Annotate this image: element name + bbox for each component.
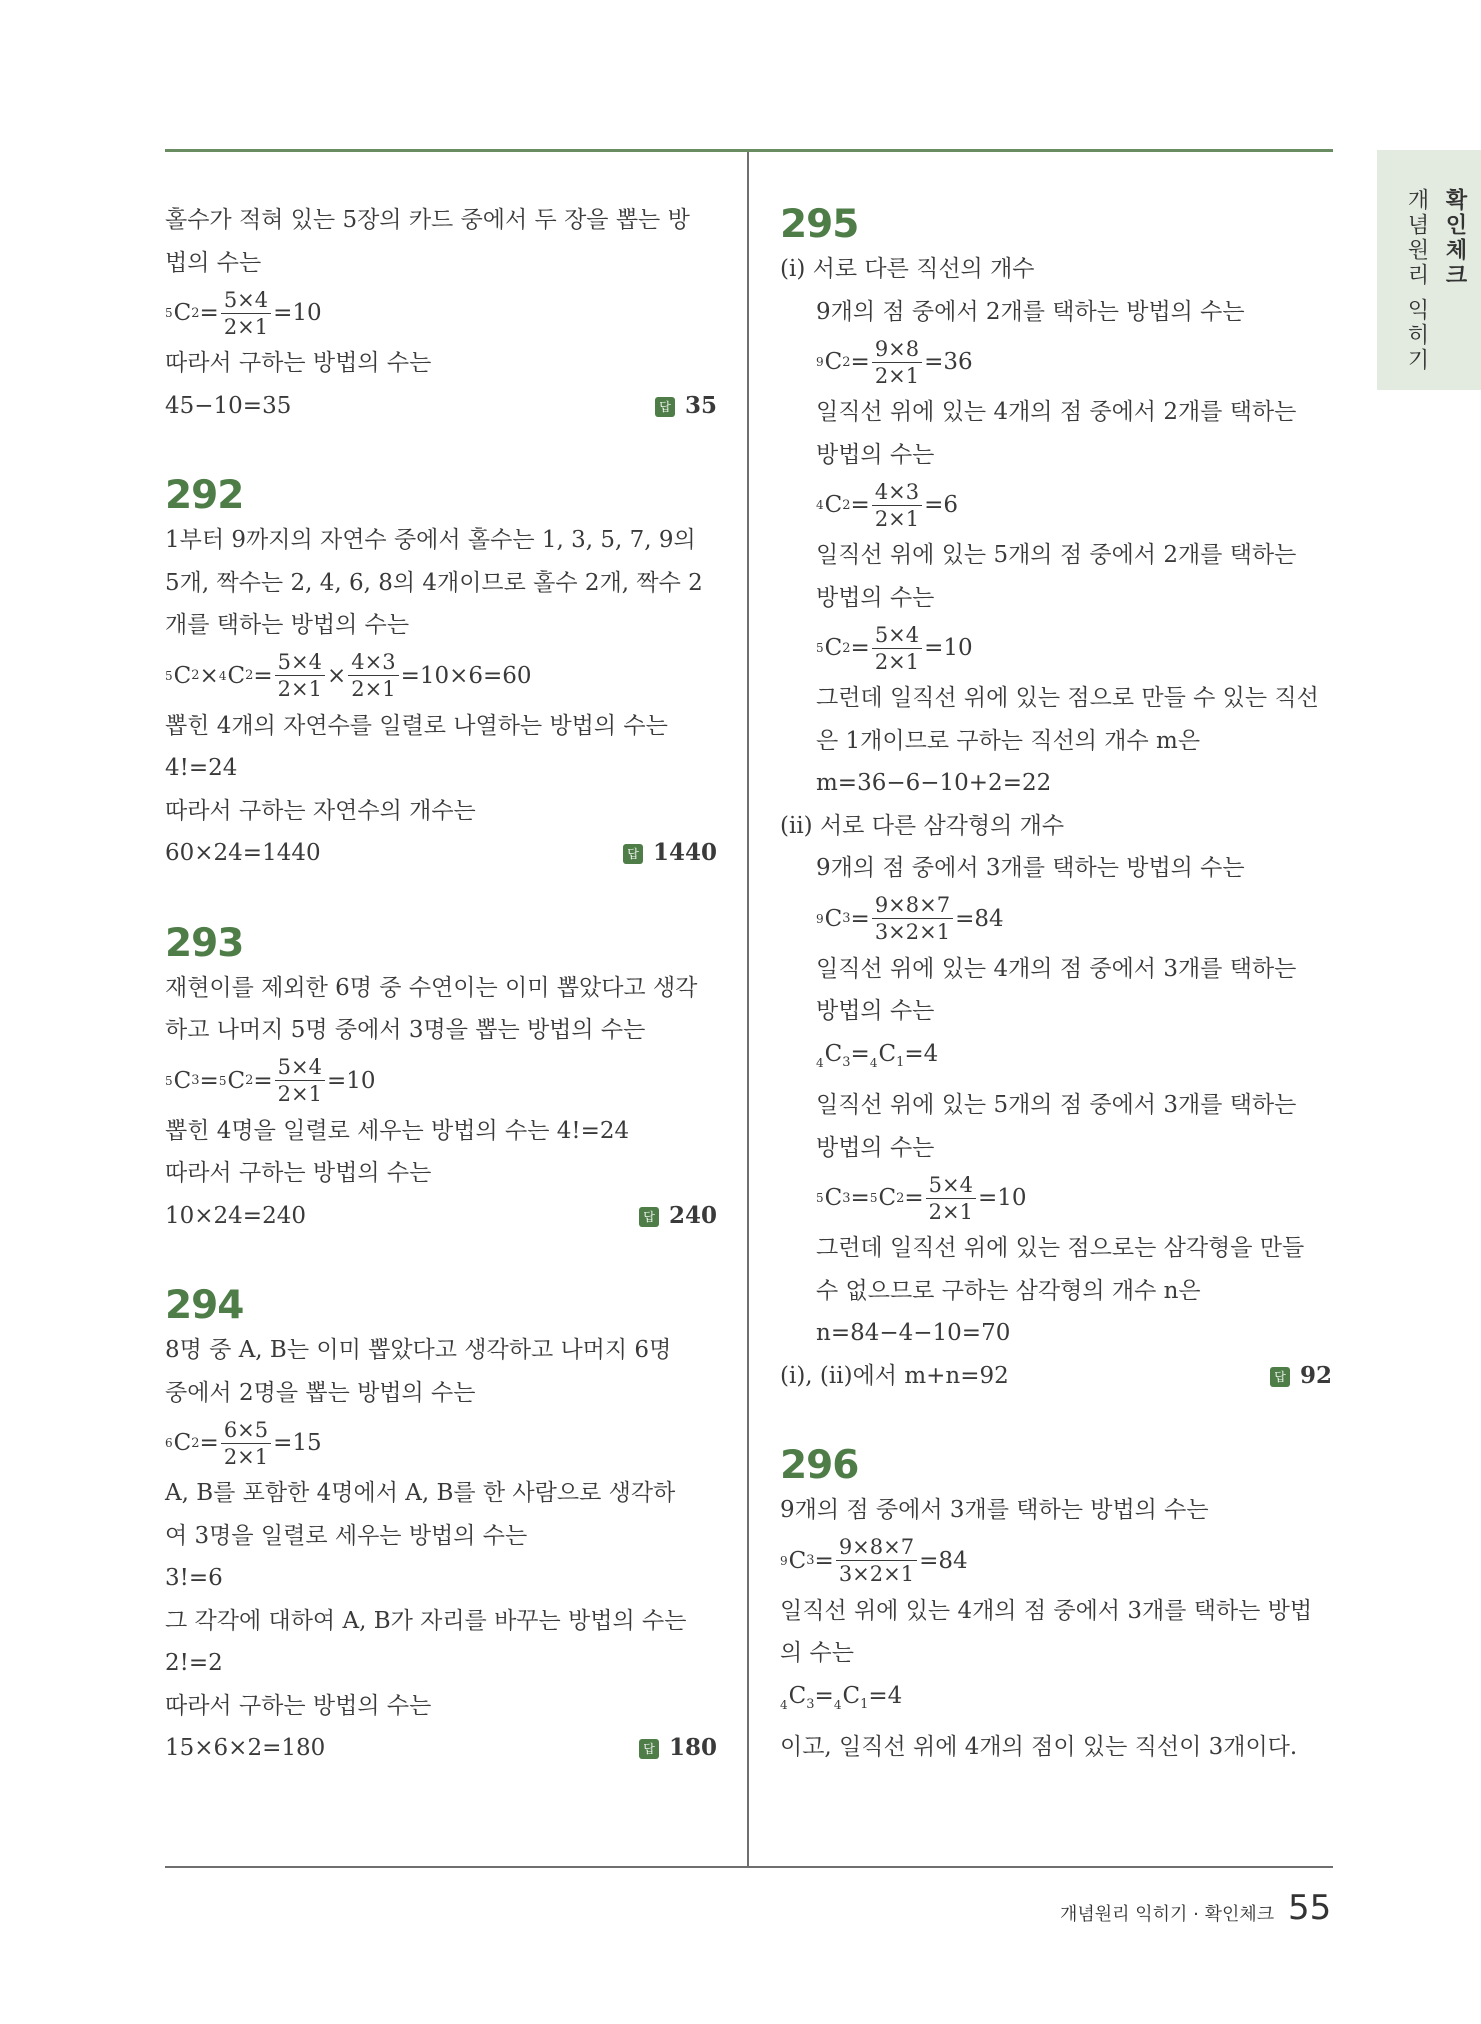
formula: 6 C 2 = $\frac{6\times 5}{2\times 1}$ =15 — [165, 1417, 322, 1469]
formula: 5 C 2 = $\frac{5\times 4}{2\times 1}$ =10 — [165, 287, 322, 339]
right-column — [780, 150, 1332, 1769]
fraction: $\frac{5\times 4}{2\times 1}$ — [221, 288, 271, 339]
text-line: 9개의 점 중에서 3개를 택하는 방법의 수는 — [816, 855, 1245, 881]
text-line: 뽑힌 4명을 일렬로 세우는 방법의 수는 4!=24 — [165, 1117, 630, 1144]
answer-line: 60×24=1440 답 1440 — [165, 839, 717, 866]
text-line: 그 각각에 대하여 A, B가 자리를 바꾸는 방법의 수는 — [165, 1607, 687, 1634]
formula: $_4C_3=_4C_1=4$ — [780, 1682, 903, 1712]
left-column — [165, 150, 717, 1770]
text-line: 5개, 짝수는 2, 4, 6, 8의 4개이므로 홀수 2개, 짝수 2 — [165, 569, 703, 596]
section-heading: (ⅱ) 서로 다른 삼각형의 개수 — [780, 812, 1065, 839]
fraction: $\frac{4\times 3}{2\times 1}$ — [348, 650, 398, 701]
text-line: 방법의 수는 — [816, 1134, 935, 1161]
text-line: 따라서 구하는 방법의 수는 — [165, 1160, 432, 1186]
answer-value: 180 — [668, 1734, 717, 1761]
answer-mark-icon: 답 — [623, 844, 643, 864]
text-line: 여 3명을 일렬로 세우는 방법의 수는 — [165, 1522, 528, 1549]
text-line: n=84−4−10=70 — [816, 1320, 1011, 1346]
text-line: 하고 나머지 5명 중에서 3명을 뽑는 방법의 수는 — [165, 1017, 646, 1043]
answer-mark-icon: 답 — [655, 397, 675, 417]
page-number: 55 — [1288, 1888, 1332, 1928]
column-divider — [747, 152, 749, 1867]
fraction: $\frac{5\times 4}{2\times 1}$ — [926, 1173, 976, 1224]
fraction: $\frac{9\times 8\times 7}{3\times 2\times 1}$ — [836, 1535, 917, 1586]
text-line: A, B를 포함한 4명에서 A, B를 한 사람으로 생각하 — [165, 1480, 676, 1506]
solution-294 — [165, 1283, 717, 1770]
text-line: 따라서 구하는 자연수의 개수는 — [165, 797, 476, 824]
answer-value: 1440 — [652, 839, 717, 866]
answer-mark-icon: 답 — [1270, 1367, 1290, 1387]
text-line: 일직선 위에 있는 4개의 점 중에서 2개를 택하는 — [816, 399, 1297, 425]
text-line: 9개의 점 중에서 3개를 택하는 방법의 수는 — [780, 1497, 1209, 1523]
text-line: 수 없으므로 구하는 삼각형의 개수 n은 — [816, 1277, 1201, 1304]
fraction: $\frac{4\times 3}{2\times 1}$ — [872, 480, 922, 531]
solution-293 — [165, 921, 717, 1238]
text-line: 9개의 점 중에서 2개를 택하는 방법의 수는 — [816, 298, 1245, 325]
formula: 5 C 3 = 5 C 2 = $\frac{5\times 4}{2\times 1}$ =10 — [165, 1055, 376, 1106]
text-line: 그런데 일직선 위에 있는 점으로는 삼각형을 만들 — [816, 1235, 1305, 1261]
footer-label: 개념원리 익히기 · 확인체크 — [1060, 1904, 1275, 1925]
fraction: $\frac{6\times 5}{2\times 1}$ — [221, 1418, 271, 1469]
section-heading: (ⅰ) 서로 다른 직선의 개수 — [780, 256, 1035, 282]
problem-number: 293 — [165, 920, 244, 966]
formula: 5 C 2 × 4 C 2 = $\frac{5\times 4}{2\times 1}$ × $\frac{4\times 3}{2\times 1}$ =10×6=60 — [165, 650, 532, 701]
formula: 5 C 2 = $\frac{5\times 4}{2\times 1}$ =10 — [816, 622, 973, 674]
solution-291-continued — [165, 199, 717, 427]
text-line: 따라서 구하는 방법의 수는 — [165, 1692, 432, 1719]
answer-value: 35 — [684, 391, 717, 419]
text-line: 4!=24 — [165, 755, 238, 781]
text-line: 재현이를 제외한 6명 중 수연이는 이미 뽑았다고 생각 — [165, 974, 698, 1001]
answer-value: 92 — [1299, 1361, 1332, 1389]
text-line: 방법의 수는 — [816, 998, 935, 1024]
fraction: $\frac{9\times 8\times 7}{3\times 2\times 1}$ — [872, 893, 953, 944]
answer-line: (ⅰ), (ⅱ)에서 m+n=92 답 92 — [780, 1361, 1332, 1389]
fraction: $\frac{5\times 4}{2\times 1}$ — [275, 1055, 325, 1106]
formula: 9 C 3 = $\frac{9\times 8\times 7}{3\times 2\times 1}$ =84 — [780, 1535, 968, 1586]
text-line: 2!=2 — [165, 1650, 223, 1676]
fraction: $\frac{5\times 4}{2\times 1}$ — [275, 650, 325, 701]
text-line: 개를 택하는 방법의 수는 — [165, 612, 410, 638]
answer-mark-icon: 답 — [639, 1739, 659, 1759]
text-line: 법의 수는 — [165, 249, 262, 276]
problem-number: 294 — [165, 1283, 244, 1328]
answer-mark-icon: 답 — [639, 1207, 659, 1227]
text-line: 1부터 9까지의 자연수 중에서 홀수는 1, 3, 5, 7, 9의 — [165, 527, 696, 553]
answer-line: 45−10=35 답 35 — [165, 391, 717, 419]
fraction: $\frac{5\times 4}{2\times 1}$ — [872, 623, 922, 674]
problem-number: 296 — [780, 1443, 859, 1488]
text-line: 따라서 구하는 방법의 수는 — [165, 350, 432, 376]
answer-line: 10×24=240 답 240 — [165, 1201, 717, 1229]
text-line: 방법의 수는 — [816, 441, 935, 468]
text-line: 뽑힌 4개의 자연수를 일렬로 나열하는 방법의 수는 — [165, 712, 668, 739]
text-line: 이고, 일직선 위에 4개의 점이 있는 직선이 3개이다. — [780, 1734, 1298, 1760]
text-line: 은 1개이므로 구하는 직선의 개수 m은 — [816, 727, 1201, 754]
side-tab-title: 확인체크 — [1442, 188, 1467, 288]
text-line: 3!=6 — [165, 1565, 223, 1591]
problem-number: 292 — [165, 473, 244, 518]
text-line: 일직선 위에 있는 4개의 점 중에서 3개를 택하는 — [816, 955, 1297, 982]
answer-line: 15×6×2=180 답 180 — [165, 1734, 717, 1761]
formula: 5 C 3 = 5 C 2 = $\frac{5\times 4}{2\times 1}$ =10 — [816, 1172, 1027, 1224]
formula: 9 C 2 = $\frac{9\times 8}{2\times 1}$ =36 — [816, 336, 973, 388]
problem-number: 295 — [780, 202, 859, 247]
text-line: 의 수는 — [780, 1640, 854, 1666]
text-line: 8명 중 A, B는 이미 뽑았다고 생각하고 나머지 6명 — [165, 1337, 672, 1363]
text-line: 중에서 2명을 뽑는 방법의 수는 — [165, 1379, 476, 1406]
text-line: 홀수가 적혀 있는 5장의 카드 중에서 두 장을 뽑는 방 — [165, 207, 690, 233]
formula: 9 C 3 = $\frac{9\times 8\times 7}{3\times 2\times 1}$ =84 — [816, 893, 1004, 944]
text-line: m=36−6−10+2=22 — [816, 770, 1052, 796]
formula: $_4C_3=_4C_1=4$ — [816, 1040, 939, 1070]
text-line: 일직선 위에 있는 5개의 점 중에서 3개를 택하는 — [816, 1092, 1297, 1118]
text-line: 일직선 위에 있는 4개의 점 중에서 3개를 택하는 방법 — [780, 1597, 1313, 1624]
solution-295 — [780, 202, 1332, 1397]
answer-value: 240 — [668, 1201, 717, 1229]
side-tab-subtitle: 개념원리 익히기 — [1404, 188, 1429, 373]
solution-296 — [780, 1443, 1332, 1769]
solution-292 — [165, 473, 717, 875]
formula: 4 C 2 = $\frac{4\times 3}{2\times 1}$ =6 — [816, 479, 959, 531]
text-line: 방법의 수는 — [816, 584, 935, 611]
text-line: 그런데 일직선 위에 있는 점으로 만들 수 있는 직선 — [816, 685, 1319, 711]
text-line: 일직선 위에 있는 5개의 점 중에서 2개를 택하는 — [816, 542, 1297, 568]
fraction: $\frac{9\times 8}{2\times 1}$ — [872, 337, 922, 388]
side-tab — [1377, 150, 1481, 390]
bottom-rule — [165, 1866, 1333, 1868]
